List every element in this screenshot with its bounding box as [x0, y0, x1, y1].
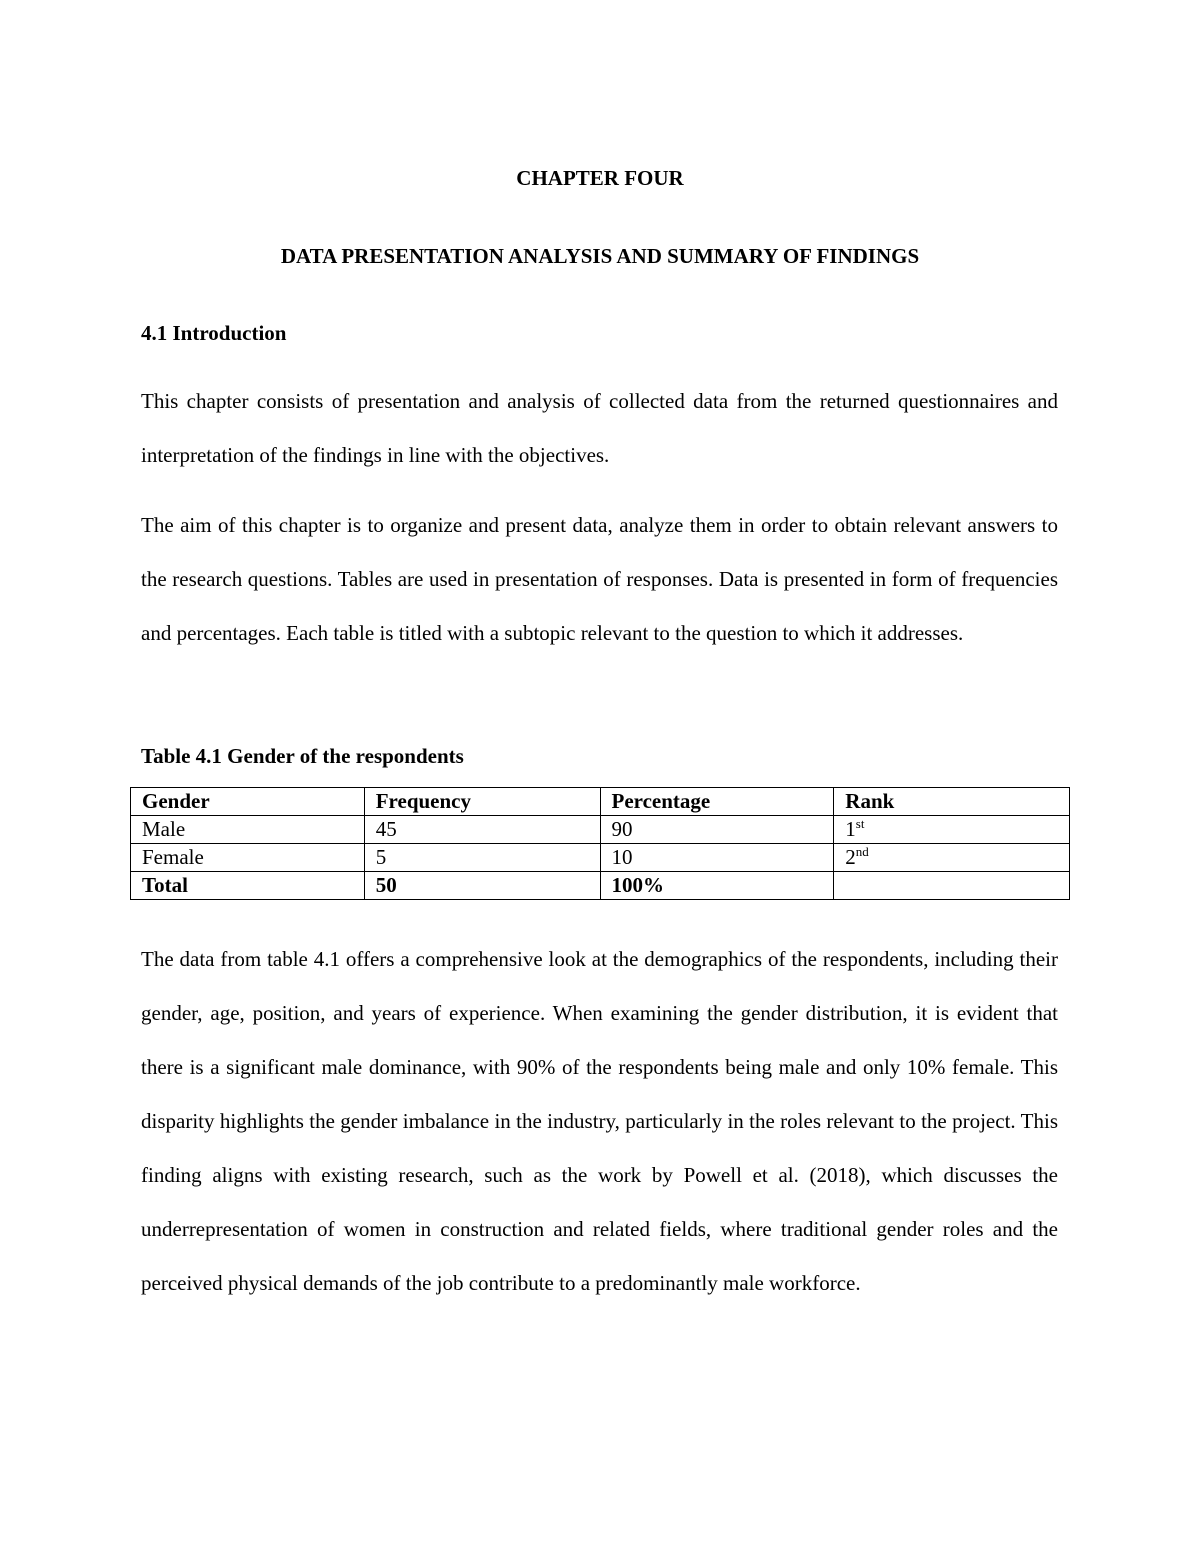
table-total-row [131, 872, 1070, 900]
table-cell-percentage: 10 [600, 844, 834, 872]
table-row [131, 816, 1070, 844]
rank-suffix: st [855, 816, 865, 831]
table-header-cell: Percentage [600, 788, 834, 816]
table-cell-total-rank [834, 872, 1070, 900]
paragraph-aim: The aim of this chapter is to organize and present data, analyze them in order to obtain relevant answers to the research questions. Tables are used in presentation of responses. Data is presented in form of frequencies and percentages. Each table is titled with a subtopic relevant to the question to which it addresses. [141, 513, 1058, 645]
table-caption: Table 4.1 Gender of the respondents [141, 744, 464, 768]
table-cell-percentage: 90 [600, 816, 834, 844]
table-cell-frequency: 5 [364, 844, 600, 872]
table-cell-total-frequency: 50 [364, 872, 600, 900]
rank-suffix: nd [855, 844, 869, 859]
chapter-subtitle: DATA PRESENTATION ANALYSIS AND SUMMARY OF FINDINGS [280, 244, 920, 268]
paragraph-intro: This chapter consists of presentation and analysis of collected data from the returned questionnaires and interpretation of the findings in line with the objectives. [141, 389, 1058, 467]
gender-table [130, 787, 1070, 900]
rank-number: 2 [845, 845, 856, 869]
chapter-title: CHAPTER FOUR [516, 166, 684, 190]
table-header-row [131, 788, 1070, 816]
table-cell-gender: Male [131, 816, 365, 844]
table-cell-total-percentage: 100% [600, 872, 834, 900]
table-header-cell: Frequency [364, 788, 600, 816]
rank-number: 1 [845, 817, 856, 841]
table-cell-rank [834, 816, 1070, 844]
table-cell-gender: Female [131, 844, 365, 872]
table-header-cell: Rank [834, 788, 1070, 816]
section-heading: 4.1 Introduction [141, 321, 287, 345]
table-header-cell: Gender [131, 788, 365, 816]
table-cell-total-label: Total [131, 872, 365, 900]
table-cell-frequency: 45 [364, 816, 600, 844]
table-row [131, 844, 1070, 872]
table-cell-rank [834, 844, 1070, 872]
paragraph-analysis: The data from table 4.1 offers a comprehensive look at the demographics of the respondents, including their gender, age, position, and years of experience. When examining the gender distribution, it is evident that there is a significant male dominance, with 90% of the respondents being male and only 10% female. This disparity highlights the gender imbalance in the industry, particularly in the roles relevant to the project. This finding aligns with existing research, such as the work by Powell et al. (2018), which discusses the underrepresentation of women in construction and related fields, where traditional gender roles and the perceived physical demands of the job contribute to a predominantly male workforce. [141, 947, 1058, 1295]
